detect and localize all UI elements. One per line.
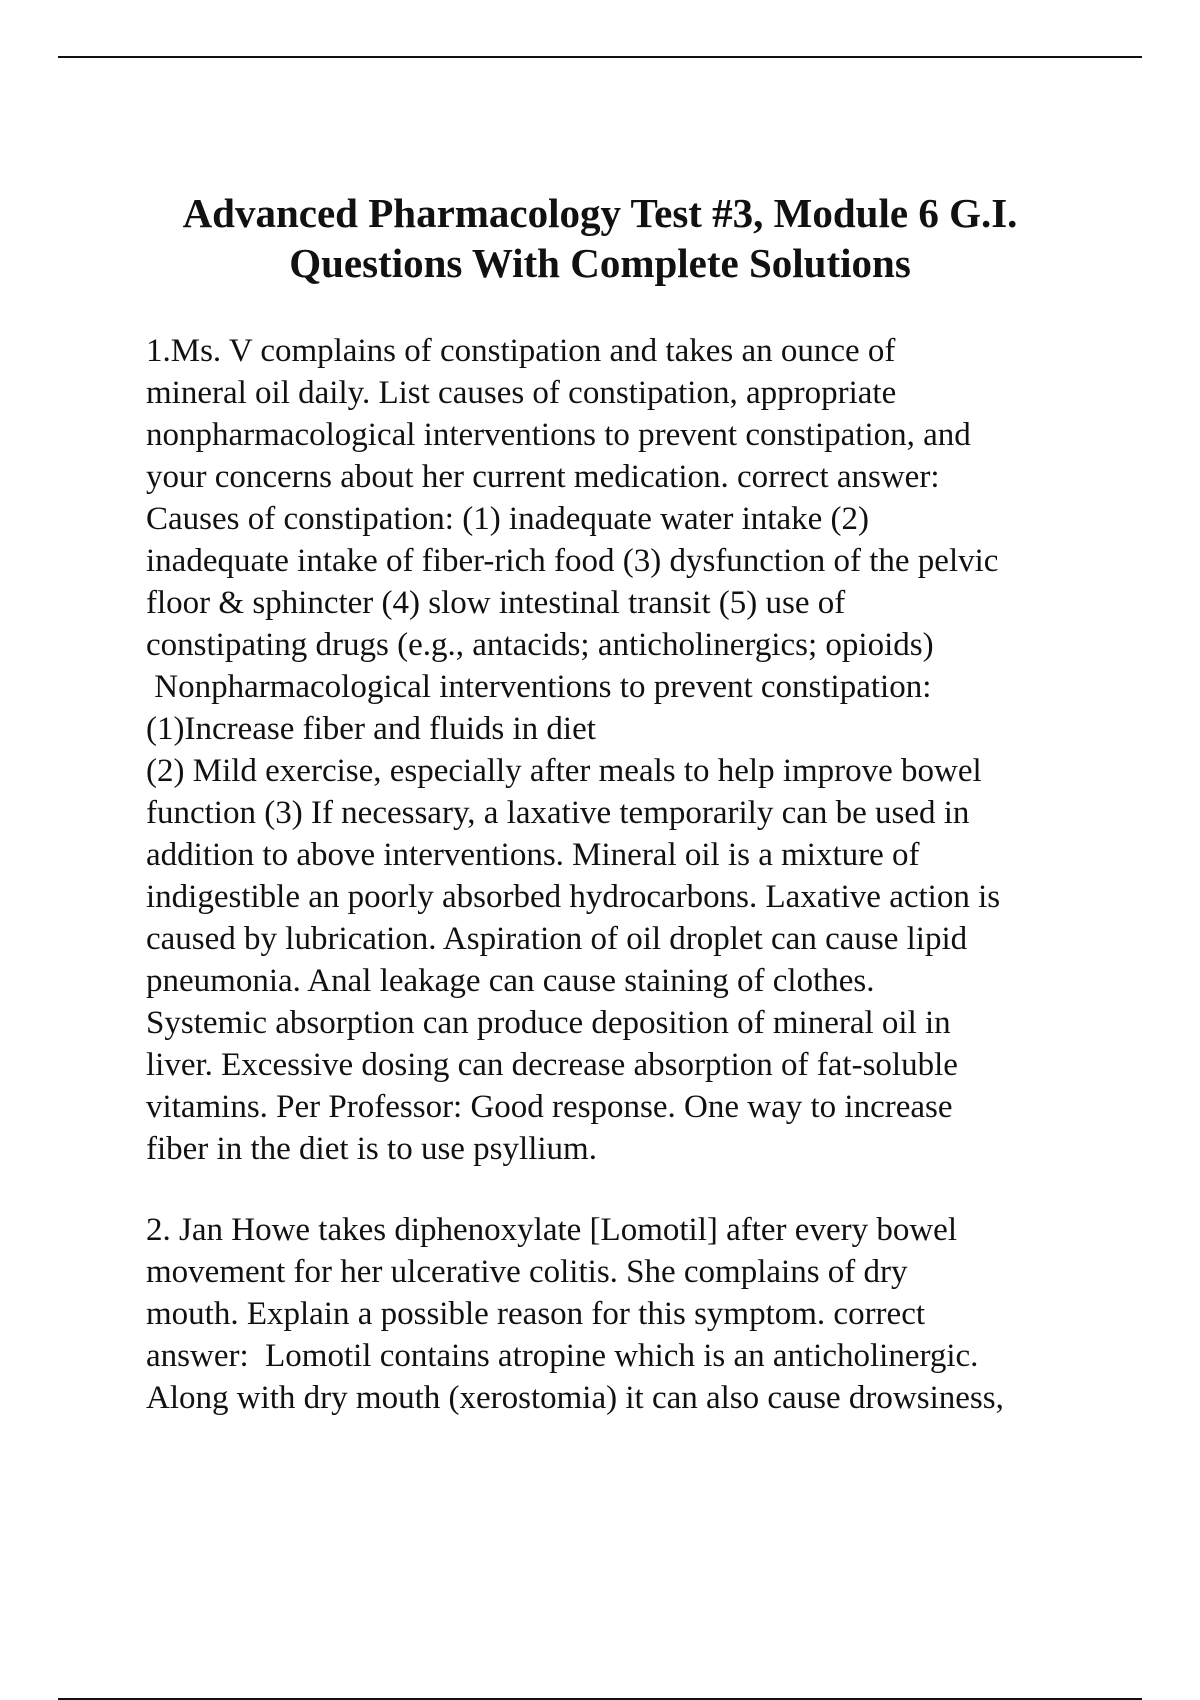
text-line: movement for her ulcerative colitis. She complains of dry: [146, 1254, 908, 1290]
text-line: Along with dry mouth (xerostomia) it can also cause drowsiness,: [146, 1380, 1004, 1416]
question-1-paragraph: [146, 330, 1146, 1170]
question-2-paragraph: [146, 1209, 1146, 1419]
text-line: caused by lubrication. Aspiration of oil droplet can cause lipid: [146, 921, 968, 957]
text-line: nonpharmacological interventions to prevent constipation, and: [146, 417, 971, 453]
text-line: mouth. Explain a possible reason for this symptom. correct: [146, 1296, 926, 1332]
text-line: (1)Increase fiber and fluids in diet: [146, 711, 596, 747]
text-line: Systemic absorption can produce deposition of mineral oil in: [146, 1005, 951, 1041]
text-line: your concerns about her current medication. correct answer:: [146, 459, 940, 495]
text-line: floor & sphincter (4) slow intestinal transit (5) use of: [146, 585, 846, 621]
text-line: (2) Mild exercise, especially after meals to help improve bowel: [146, 753, 982, 789]
text-line: constipating drugs (e.g., antacids; anticholinergics; opioids): [146, 627, 934, 663]
text-line: liver. Excessive dosing can decrease absorption of fat-soluble: [146, 1047, 958, 1083]
text-line: Causes of constipation: (1) inadequate water intake (2): [146, 501, 870, 537]
top-divider: [58, 56, 1142, 58]
text-line: Nonpharmacological interventions to prevent constipation:: [146, 669, 932, 705]
text-line: mineral oil daily. List causes of constipation, appropriate: [146, 375, 897, 411]
text-line: inadequate intake of fiber-rich food (3) dysfunction of the pelvic: [146, 543, 999, 579]
title-line: Questions With Complete Solutions: [289, 240, 911, 286]
text-line: 1.Ms. V complains of constipation and takes an ounce of: [146, 333, 896, 369]
document-title: [120, 188, 1080, 288]
text-line: answer: Lomotil contains atropine which is an anticholinergic.: [146, 1338, 979, 1374]
title-line: Advanced Pharmacology Test #3, Module 6 G.I.: [182, 190, 1018, 236]
text-line: indigestible an poorly absorbed hydrocarbons. Laxative action is: [146, 879, 1001, 915]
text-line: addition to above interventions. Mineral oil is a mixture of: [146, 837, 920, 873]
text-line: function (3) If necessary, a laxative temporarily can be used in: [146, 795, 970, 831]
text-line: fiber in the diet is to use psyllium.: [146, 1131, 597, 1167]
text-line: vitamins. Per Professor: Good response. One way to increase: [146, 1089, 953, 1125]
text-line: pneumonia. Anal leakage can cause staining of clothes.: [146, 963, 875, 999]
text-line: 2. Jan Howe takes diphenoxylate [Lomotil] after every bowel: [146, 1212, 957, 1248]
